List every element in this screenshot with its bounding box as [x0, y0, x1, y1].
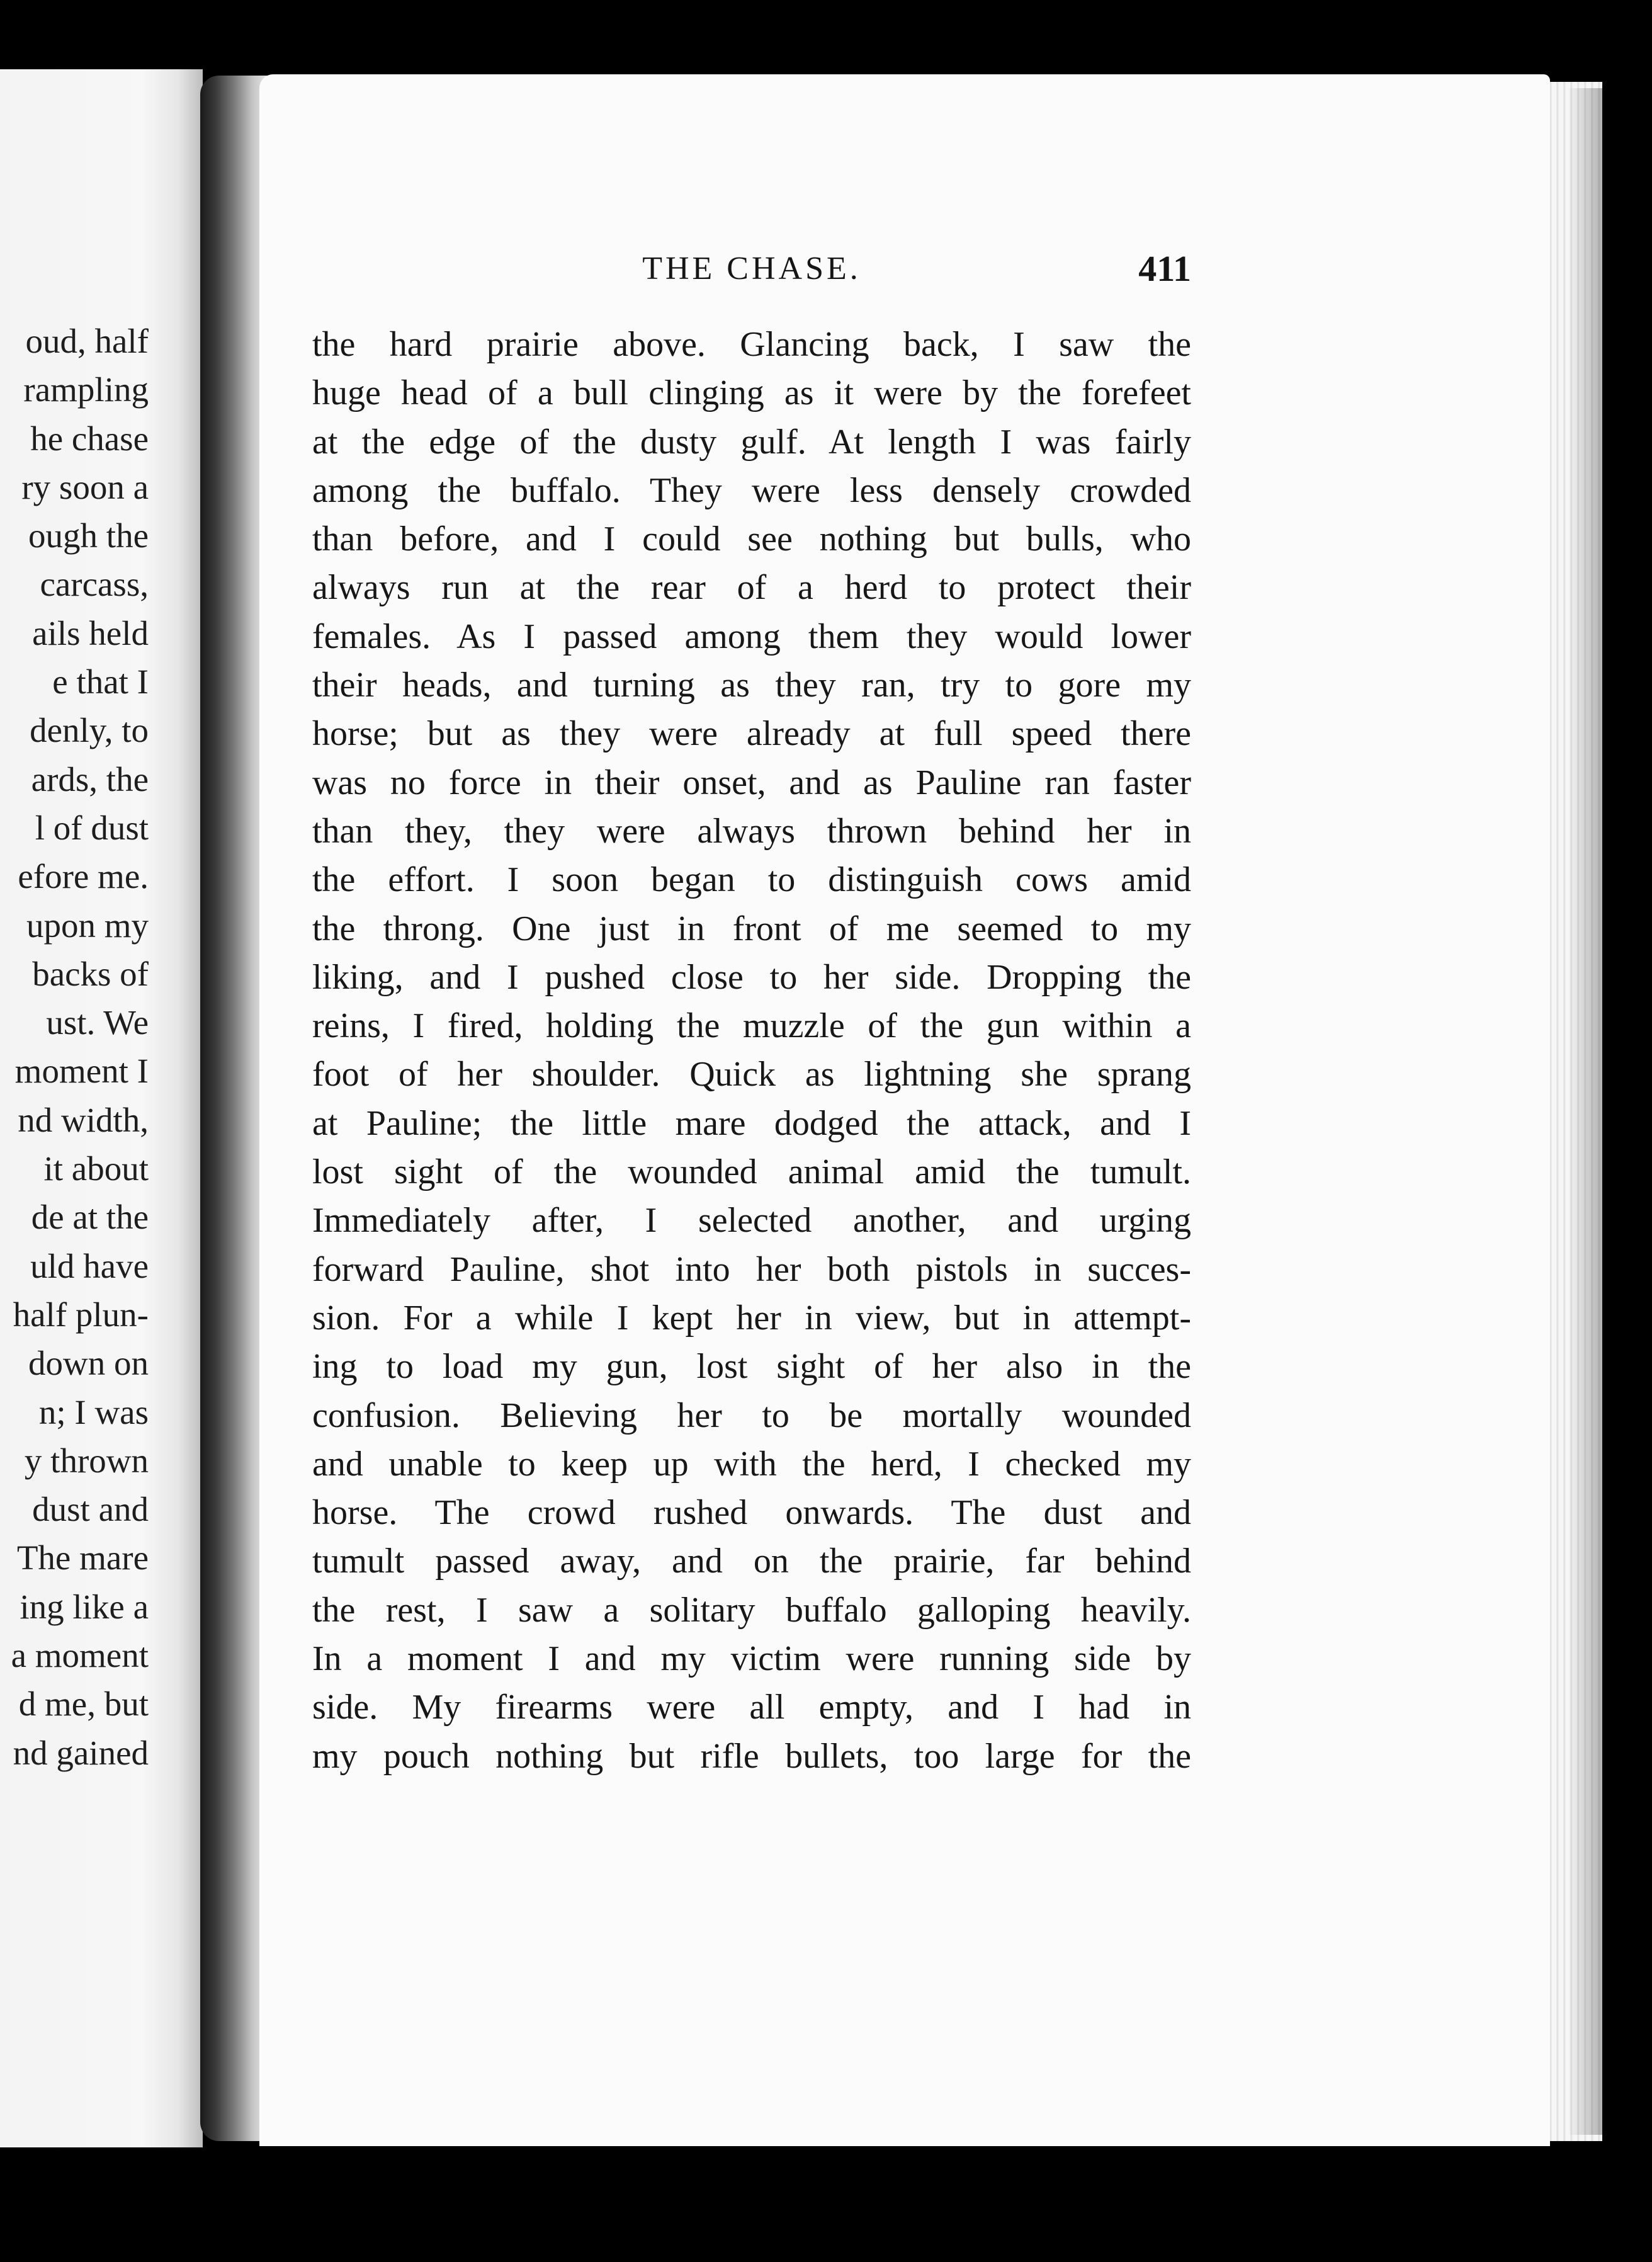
text-line: the rest, I saw a solitary buffalo galloping heavily.: [312, 1590, 1191, 1630]
left-page-line-fragment: ough the: [28, 516, 149, 555]
left-page-line-fragment: ust. We: [46, 1003, 149, 1042]
text-line: foot of her shoulder. Quick as lightning she sprang: [312, 1055, 1191, 1094]
text-line: was no force in their onset, and as Pauline ran faster: [312, 763, 1191, 802]
left-page-line-fragment: half plun-: [13, 1295, 149, 1334]
left-page-line-fragment: ing like a: [20, 1587, 149, 1626]
text-line: Immediately after, I selected another, and urging: [312, 1201, 1191, 1241]
left-page-line-fragment: y thrown: [24, 1441, 149, 1480]
left-page-line-fragment: it about: [43, 1149, 149, 1188]
left-page-line-fragment: a moment: [11, 1636, 149, 1675]
left-page-line-fragment: down on: [28, 1344, 149, 1383]
left-page-line-fragment: oud, half: [25, 322, 149, 360]
text-line: at Pauline; the little mare dodged the attack, and I: [312, 1103, 1191, 1143]
left-page-line-fragment: denly, to: [30, 711, 149, 750]
left-page-line-fragment: he chase: [30, 419, 149, 458]
text-line: at the edge of the dusty gulf. At length I was fairly: [312, 422, 1191, 462]
left-page-line-fragment: ards, the: [31, 759, 149, 799]
left-page-line-fragment: l of dust: [35, 808, 149, 847]
text-line: the throng. One just in front of me seemed to my: [312, 909, 1191, 948]
left-page-line-fragment: de at the: [31, 1198, 149, 1237]
text-line: sion. For a while I kept her in view, but in attempt-: [312, 1298, 1191, 1338]
text-line: forward Pauline, shot into her both pistols in succes-: [312, 1249, 1191, 1289]
left-page-line-fragment: uld have: [30, 1246, 149, 1285]
text-line: than they, they were always thrown behind her in: [312, 811, 1191, 851]
left-page-line-fragment: n; I was: [38, 1392, 149, 1431]
text-line: females. As I passed among them they would lower: [312, 617, 1191, 656]
body-text: [312, 321, 1191, 1781]
text-line: the effort. I soon began to distinguish cows amid: [312, 860, 1191, 900]
left-page-line-fragment: ails held: [32, 613, 149, 652]
text-line: tumult passed away, and on the prairie, far behind: [312, 1542, 1191, 1581]
text-line: ing to load my gun, lost sight of her also in the: [312, 1347, 1191, 1387]
text-line: my pouch nothing but rifle bullets, too large for the: [312, 1736, 1191, 1776]
left-page-line-fragment: nd width,: [18, 1100, 149, 1139]
left-page-text-column: [11, 317, 149, 1777]
text-line: confusion. Believing her to be mortally wounded: [312, 1395, 1191, 1435]
page-number: 411: [1138, 248, 1191, 289]
left-page-line-fragment: e that I: [52, 662, 149, 702]
left-page-line-fragment: carcass,: [40, 565, 149, 604]
left-page-line-fragment: ry soon a: [21, 467, 149, 506]
text-line: reins, I fired, holding the muzzle of the gun within a: [312, 1006, 1191, 1046]
text-line: horse. The crowd rushed onwards. The dust and: [312, 1493, 1191, 1533]
left-page-line-fragment: The mare: [16, 1538, 149, 1577]
text-line: their heads, and turning as they ran, try to gore my: [312, 666, 1191, 705]
left-page-line-fragment: dust and: [32, 1490, 149, 1529]
left-page-line-fragment: moment I: [14, 1052, 149, 1091]
text-line: among the buffalo. They were less densely crowded: [312, 470, 1191, 510]
text-line: side. My firearms were all empty, and I had in: [312, 1688, 1191, 1727]
text-line: In a moment I and my victim were running side by: [312, 1639, 1191, 1679]
text-line: than before, and I could see nothing but bulls, who: [312, 520, 1191, 559]
text-line: the hard prairie above. Glancing back, I saw the: [312, 325, 1191, 364]
left-page-line-fragment: nd gained: [13, 1733, 149, 1772]
left-page-line-fragment: backs of: [32, 954, 149, 993]
fore-edge-shadow: [1568, 88, 1612, 2135]
text-line: lost sight of the wounded animal amid the tumult.: [312, 1152, 1191, 1192]
left-page-line-fragment: d me, but: [18, 1685, 149, 1724]
text-line: huge head of a bull clinging as it were by the forefeet: [312, 373, 1191, 413]
text-line: always run at the rear of a herd to protect their: [312, 568, 1191, 608]
text-line: and unable to keep up with the herd, I checked my: [312, 1444, 1191, 1484]
left-page-line-fragment: upon my: [26, 906, 149, 945]
text-line: liking, and I pushed close to her side. Dropping the: [312, 957, 1191, 997]
left-page-line-fragment: rampling: [23, 370, 149, 409]
text-line: horse; but as they were already at full speed there: [312, 714, 1191, 754]
left-page: [0, 69, 203, 2147]
page-header: [312, 250, 1191, 300]
left-page-line-fragment: efore me.: [18, 857, 149, 896]
running-head: THE CHASE.: [642, 251, 861, 287]
